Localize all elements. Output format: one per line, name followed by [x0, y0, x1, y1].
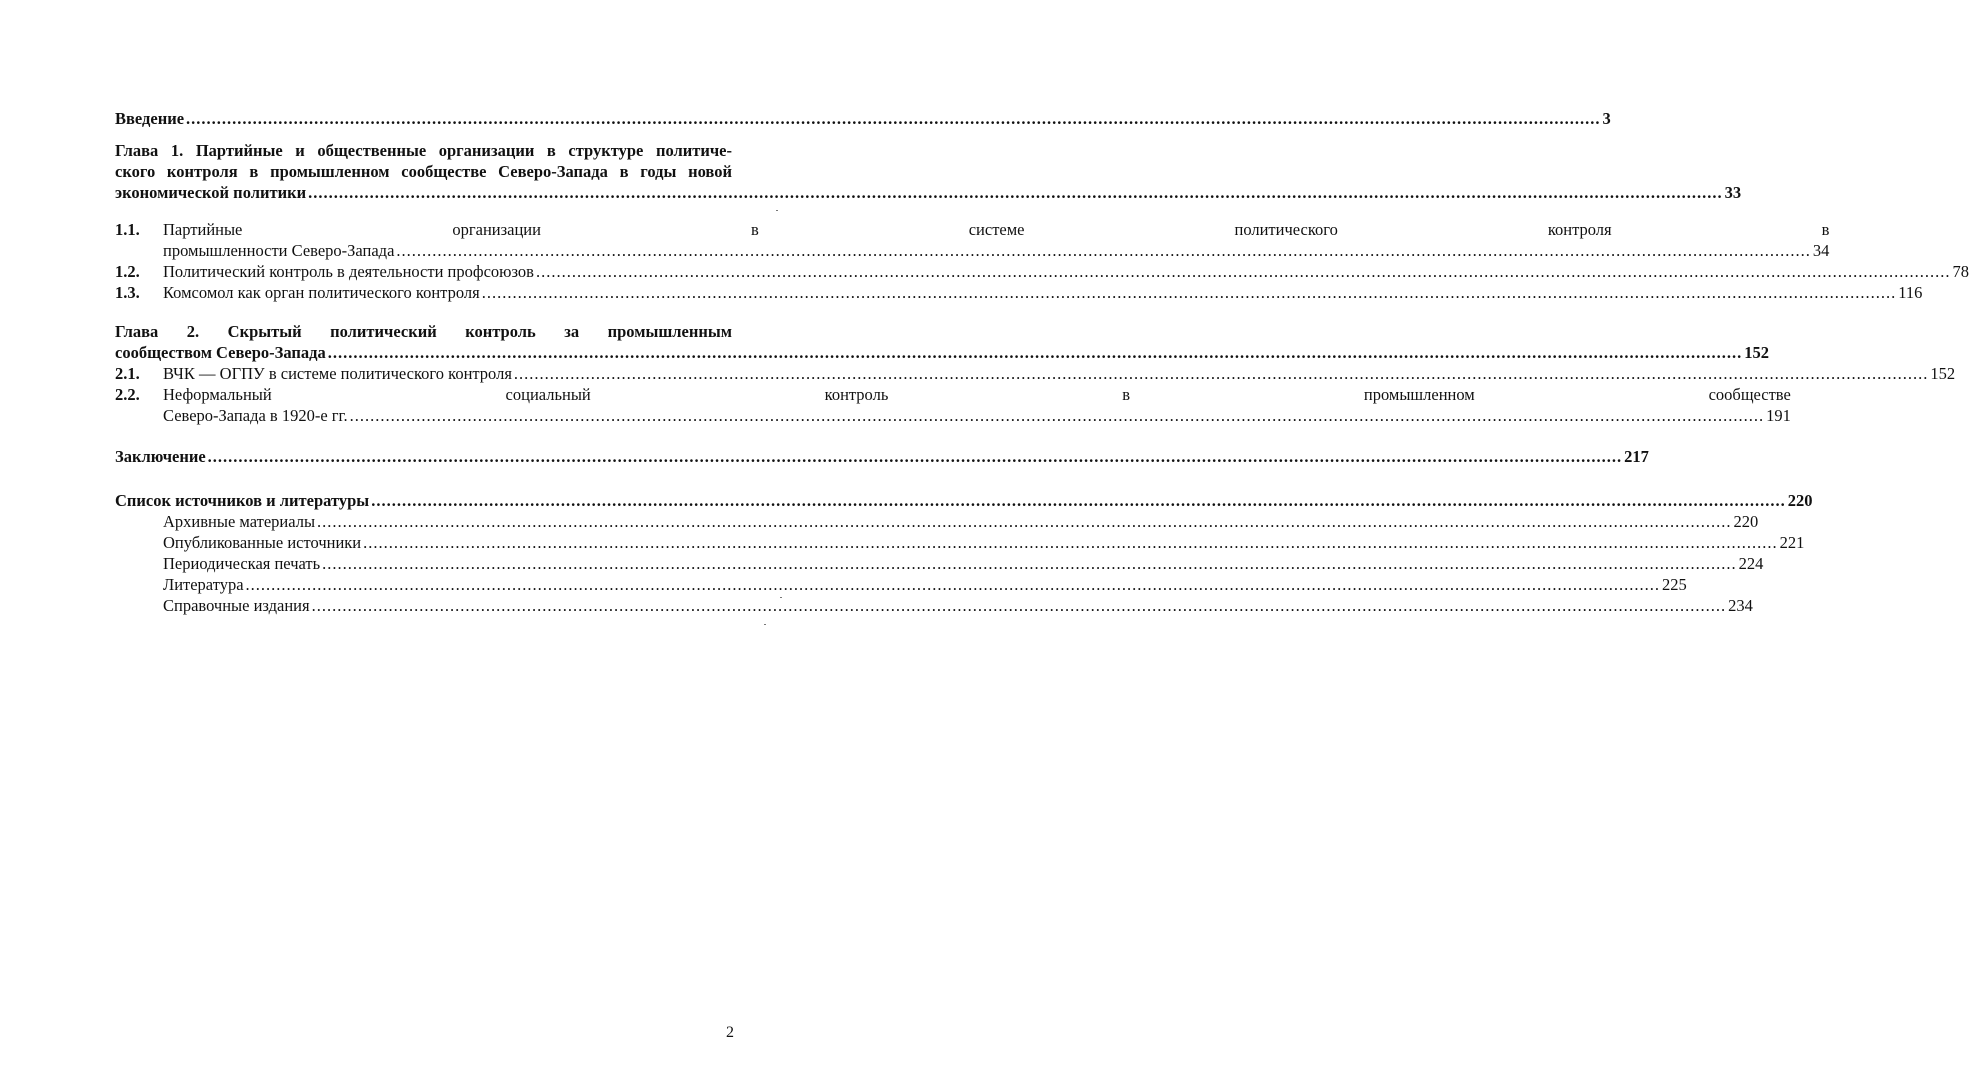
leader-dots: [348, 405, 1767, 426]
toc-intro: [115, 108, 1611, 129]
source-item-page: 220: [1733, 512, 1759, 531]
toc-conclusion-page: 217: [1624, 447, 1649, 466]
toc-conclusion: [115, 446, 1649, 467]
leader-dots: [512, 363, 1931, 384]
section-title: ВЧК — ОГПУ в системе политического контроля: [163, 364, 512, 383]
section-number: 1.1.: [115, 220, 140, 239]
section-title-line-1: Партийные организации в системе политического контроля в: [163, 220, 1830, 239]
leader-dots: [184, 108, 1603, 129]
source-item-page: 234: [1728, 596, 1753, 615]
toc-intro-label: Введение: [115, 109, 185, 128]
source-item-label: Архивные материалы: [163, 512, 316, 531]
toc-source-item: [115, 553, 1764, 574]
leader-dots: [534, 261, 1953, 282]
chapter-1-title-line-1: Глава 1. Партийные и общественные организации в структуре политиче-: [115, 141, 732, 160]
scan-speck: [776, 210, 778, 211]
page-number: 2: [726, 1024, 734, 1041]
chapter-1-title-line-3: экономической политики: [115, 183, 307, 202]
toc-sources-page: 220: [1787, 491, 1813, 510]
leader-dots: [306, 182, 1725, 203]
section-page: 78: [1952, 262, 1969, 281]
leader-dots: [320, 553, 1739, 574]
source-item-label: Опубликованные источники: [163, 533, 362, 552]
leader-dots: [480, 282, 1899, 303]
toc-section-1-2: [115, 261, 1969, 282]
section-title: Комсомол как орган политического контроля: [163, 283, 480, 302]
toc-sources: [115, 490, 1813, 511]
section-page: 116: [1898, 283, 1923, 302]
section-number: 1.2.: [115, 262, 140, 281]
toc-section-2-2: [115, 384, 1791, 426]
toc-chapter-1: [115, 140, 1742, 203]
source-item-label: Литература: [163, 575, 244, 594]
leader-dots: [394, 240, 1813, 261]
chapter-2-page: 152: [1744, 343, 1769, 362]
leader-dots: [206, 446, 1625, 467]
toc-source-item: [115, 532, 1805, 553]
toc-section-1-3: [115, 282, 1923, 303]
chapter-2-title-line-2: сообществом Северо-Запада: [115, 343, 326, 362]
section-title-line-2: Северо-Запада в 1920-е гг.: [163, 406, 348, 425]
toc-section-1-1: [115, 219, 1830, 261]
section-number: 2.1.: [115, 364, 140, 383]
scan-speck: [780, 597, 782, 598]
toc-sources-label: Список источников и литературы: [115, 491, 370, 510]
source-item-label: Справочные издания: [163, 596, 310, 615]
section-page: 34: [1812, 241, 1830, 260]
chapter-2-title-line-1: Глава 2. Скрытый политический контроль за промышленным: [115, 322, 732, 341]
toc-source-item: [115, 511, 1759, 532]
section-number: 2.2.: [115, 385, 140, 404]
source-item-page: 225: [1662, 575, 1687, 594]
source-item-page: 224: [1738, 554, 1764, 573]
section-page: 152: [1930, 364, 1956, 383]
leader-dots: [315, 511, 1734, 532]
source-item-page: 221: [1779, 533, 1805, 552]
chapter-1-page: 33: [1724, 183, 1742, 202]
toc-chapter-2: [115, 321, 1769, 363]
leader-dots: [326, 342, 1745, 363]
section-title-line-1: Неформальный социальный контроль в промышленном сообществе: [163, 385, 1791, 404]
leader-dots: [310, 595, 1729, 616]
toc-intro-page: 3: [1602, 109, 1611, 128]
section-page: 191: [1766, 406, 1791, 425]
toc-source-item: [115, 595, 1753, 616]
source-item-label: Периодическая печать: [163, 554, 321, 573]
chapter-1-title-line-2: ского контроля в промышленном сообществе Северо-Запада в годы новой: [115, 162, 732, 181]
toc-conclusion-label: Заключение: [115, 447, 206, 466]
section-number: 1.3.: [115, 283, 140, 302]
leader-dots: [244, 574, 1663, 595]
scan-speck: [764, 624, 766, 625]
section-title-line-2: промышленности Северо-Запада: [163, 241, 395, 260]
table-of-contents: [115, 108, 1969, 616]
toc-section-2-1: [115, 363, 1956, 384]
section-title: Политический контроль в деятельности профсоюзов: [163, 262, 534, 281]
leader-dots: [369, 490, 1788, 511]
toc-source-item: [115, 574, 1687, 595]
leader-dots: [361, 532, 1780, 553]
